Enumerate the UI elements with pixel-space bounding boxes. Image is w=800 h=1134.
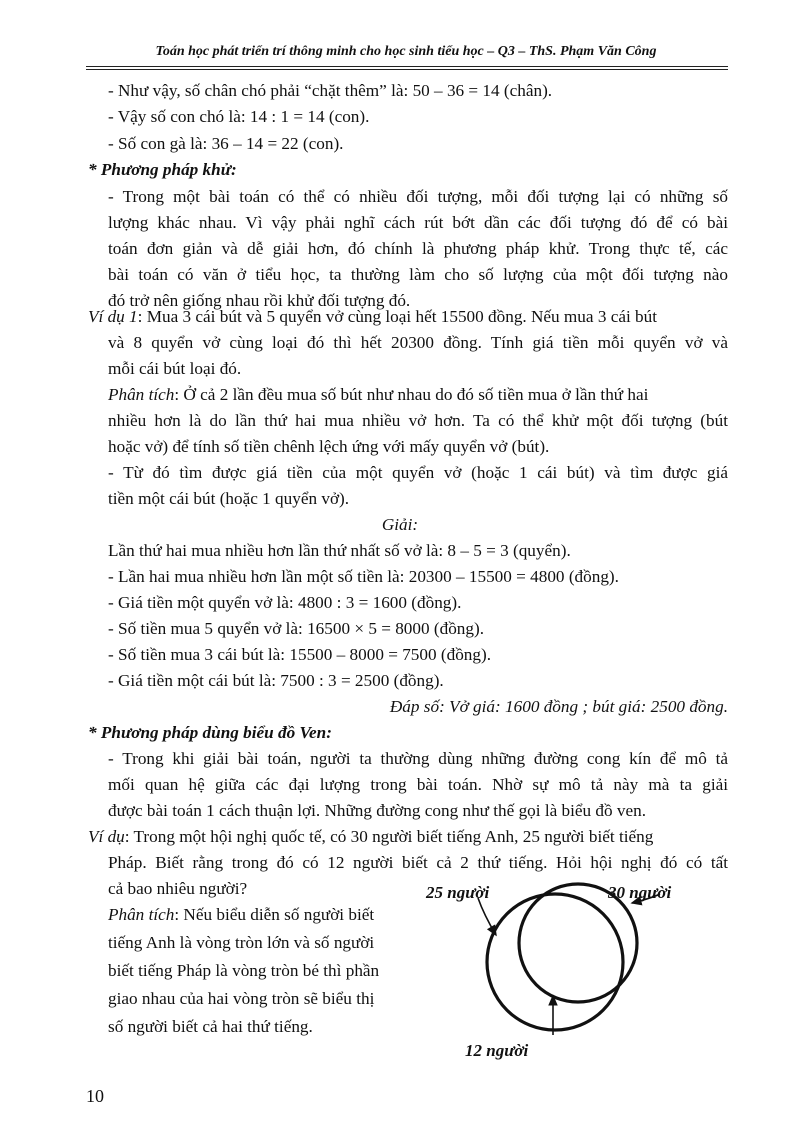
example-1-label: Ví dụ 1 (88, 307, 138, 326)
text-line: Pháp. Biết rằng trong đó có 12 người biết cả 2 thứ tiếng. Hỏi hội nghị đó có tất (108, 853, 728, 872)
analysis-2-text: : Nếu biểu diễn số người biết (174, 905, 375, 924)
text-line: - Số tiền mua 5 quyển vở là: 16500 × 5 = 8000 (đồng). (108, 619, 485, 638)
text-line: toán đơn giản và dễ giải hơn, đó chính là phương pháp khử. Trong thực tế, các (108, 239, 728, 258)
example-2-line (88, 826, 728, 848)
text-line: nhiều hơn là do lần thứ hai mua nhiều vở hơn. Ta có thể khử một đối tượng (bút (108, 411, 728, 430)
analysis-2-line (108, 904, 374, 926)
running-header: Toán học phát triển trí thông minh cho học sinh tiểu học – Q3 – ThS. Phạm Văn Công (155, 44, 657, 59)
text-line: mỗi cái bút loại đó. (108, 359, 242, 378)
text-line: - Trong một bài toán có thể có nhiều đối tượng, mỗi đối tượng lại có những số (108, 187, 728, 206)
text-line: - Số tiền mua 3 cái bút là: 15500 – 8000 = 7500 (đồng). (108, 645, 491, 664)
header-rule (86, 66, 728, 67)
analysis-line (108, 384, 648, 406)
example-1-text: : Mua 3 cái bút và 5 quyển vở cùng loại hết 15500 đồng. Nếu mua 3 cái bút (137, 307, 658, 326)
venn-circle-large (519, 884, 637, 1002)
text-line: - Giá tiền một quyển vở là: 4800 : 3 = 1600 (đồng). (108, 593, 462, 612)
analysis-text: : Ở cả 2 lần đều mua số bút như nhau do đó số tiền mua ở lần thứ hai (174, 385, 649, 404)
example-2-text: : Trong một hội nghị quốc tế, có 30 người biết tiếng Anh, 25 người biết tiếng (124, 827, 654, 846)
text-line: Lần thứ hai mua nhiều hơn lần thứ nhất số vở là: 8 – 5 = 3 (quyển). (108, 541, 571, 560)
arrow-large-label (632, 894, 660, 903)
text-line: - Số con gà là: 36 – 14 = 22 (con). (108, 134, 344, 153)
text-line: đó trở nên giống nhau rồi khử đối tượng đó. (108, 291, 411, 310)
text-line: lượng khác nhau. Vì vậy phải nghĩ cách rút bớt dần các đối tượng đó để có bài (108, 213, 728, 232)
text-line: giao nhau của hai vòng tròn sẽ biểu thị (108, 989, 375, 1008)
example-2-label: Ví dụ (88, 827, 125, 846)
text-line: - Như vậy, số chân chó phải “chặt thêm” là: 50 – 36 = 14 (chân). (108, 81, 553, 100)
analysis-2-label: Phân tích (108, 905, 175, 924)
text-line: - Trong khi giải bài toán, người ta thường dùng những đường cong kín để mô tả (108, 749, 728, 768)
answer: Đáp số: Vở giá: 1600 đồng ; bút giá: 2500 đồng. (389, 697, 728, 716)
text-line: mối quan hệ giữa các đại lượng trong bài toán. Nhờ sự mô tả này mà ta giải (108, 775, 728, 794)
text-line: và 8 quyển vở cùng loại đó thì hết 20300 đồng. Tính giá tiền mỗi quyển vở và (108, 333, 728, 352)
text-line: bài toán có văn ở tiểu học, ta thường làm cho số lượng của một đối tượng nào (108, 265, 728, 284)
arrow-small-label (478, 898, 496, 935)
text-line: - Vậy số con chó là: 14 : 1 = 14 (con). (108, 107, 370, 126)
analysis-label: Phân tích (108, 385, 175, 404)
label-large-circle: 30 người (608, 883, 672, 902)
section-heading-ven: * Phương pháp dùng biểu đồ Ven: (88, 723, 332, 742)
label-intersection: 12 người (465, 1041, 529, 1060)
text-line: hoặc vở) để tính số tiền chênh lệch ứng với mấy quyển vở (bút). (108, 437, 550, 456)
text-line: cả bao nhiêu người? (108, 879, 248, 898)
page-number: 10 (86, 1086, 104, 1106)
text-line: số người biết cả hai thứ tiếng. (108, 1017, 313, 1036)
section-heading-khu: * Phương pháp khử: (88, 160, 237, 179)
text-line: tiền một cái bút (hoặc 1 quyển vở). (108, 489, 350, 508)
text-line: - Giá tiền một cái bút là: 7500 : 3 = 2500 (đồng). (108, 671, 444, 690)
label-small-circle: 25 người (426, 883, 490, 902)
header-rule-thin (86, 69, 728, 70)
text-line: biết tiếng Pháp là vòng tròn bé thì phần (108, 961, 380, 980)
text-line: được bài toán 1 cách thuận lợi. Những đường cong như thế gọi là biểu đồ ven. (108, 801, 647, 820)
text-line: - Lần hai mua nhiều hơn lần một số tiền là: 20300 – 15500 = 4800 (đồng). (108, 567, 619, 586)
text-line: tiếng Anh là vòng tròn lớn và số người (108, 933, 375, 952)
solution-label: Giải: (381, 515, 419, 534)
example-1-line (88, 306, 728, 328)
venn-circle-small (487, 894, 623, 1030)
text-line: - Từ đó tìm được giá tiền của một quyển vở (hoặc 1 cái bút) và tìm được giá (108, 463, 728, 482)
